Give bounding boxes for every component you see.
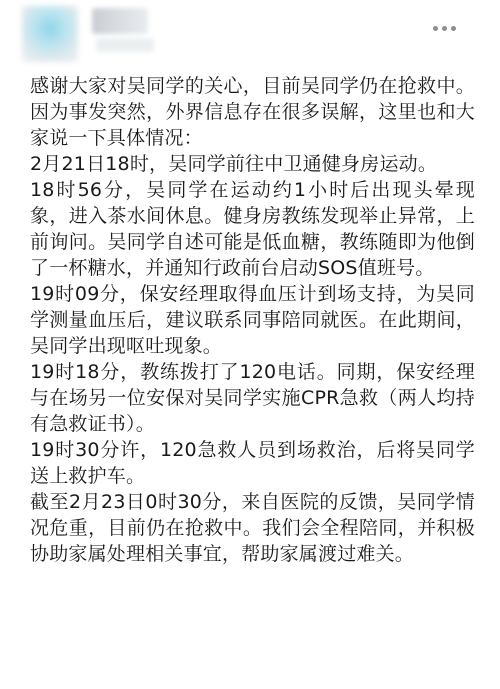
more-dots-icon[interactable] <box>433 26 456 31</box>
dot <box>451 26 456 31</box>
paragraph-1856: 18时56分，吴同学在运动约1小时后出现头晕现象，进入茶水间休息。健身房教练发现举止异常，上前询问。吴同学自述可能是低血糖，教练随即为他倒了一杯糖水，并通知行政前台启动SOS值班号。 <box>30 179 475 279</box>
post-header <box>0 0 500 70</box>
paragraph-update: 截至2月23日0时30分，来自医院的反馈，吴同学情况危重，目前仍在抢救中。我们会全程陪同，并积极协助家属处理相关事宜，帮助家属渡过难关。 <box>30 491 475 565</box>
meta-redacted <box>96 38 154 52</box>
post-body <box>30 73 475 567</box>
avatar[interactable] <box>22 6 78 62</box>
paragraph-1930: 19时30分许，120急救人员到场救治，后将吴同学送上救护车。 <box>30 439 475 487</box>
username-redacted[interactable] <box>92 8 148 34</box>
dot <box>433 26 438 31</box>
paragraph-1800: 2月21日18时，吴同学前往中卫通健身房运动。 <box>30 153 438 175</box>
paragraph-1909: 19时09分，保安经理取得血压计到场支持，为吴同学测量血压后，建议联系同事陪同就医。在此期间，吴同学出现呕吐现象。 <box>30 283 475 357</box>
paragraph-intro: 感谢大家对吴同学的关心，目前吴同学仍在抢救中。因为事发突然，外界信息存在很多误解，这里也和大家说一下具体情况： <box>30 75 475 149</box>
paragraph-1918: 19时18分，教练拨打了120电话。同期，保安经理与在场另一位安保对吴同学实施CPR急救（两人均持有急救证书）。 <box>30 361 475 435</box>
dot <box>442 26 447 31</box>
